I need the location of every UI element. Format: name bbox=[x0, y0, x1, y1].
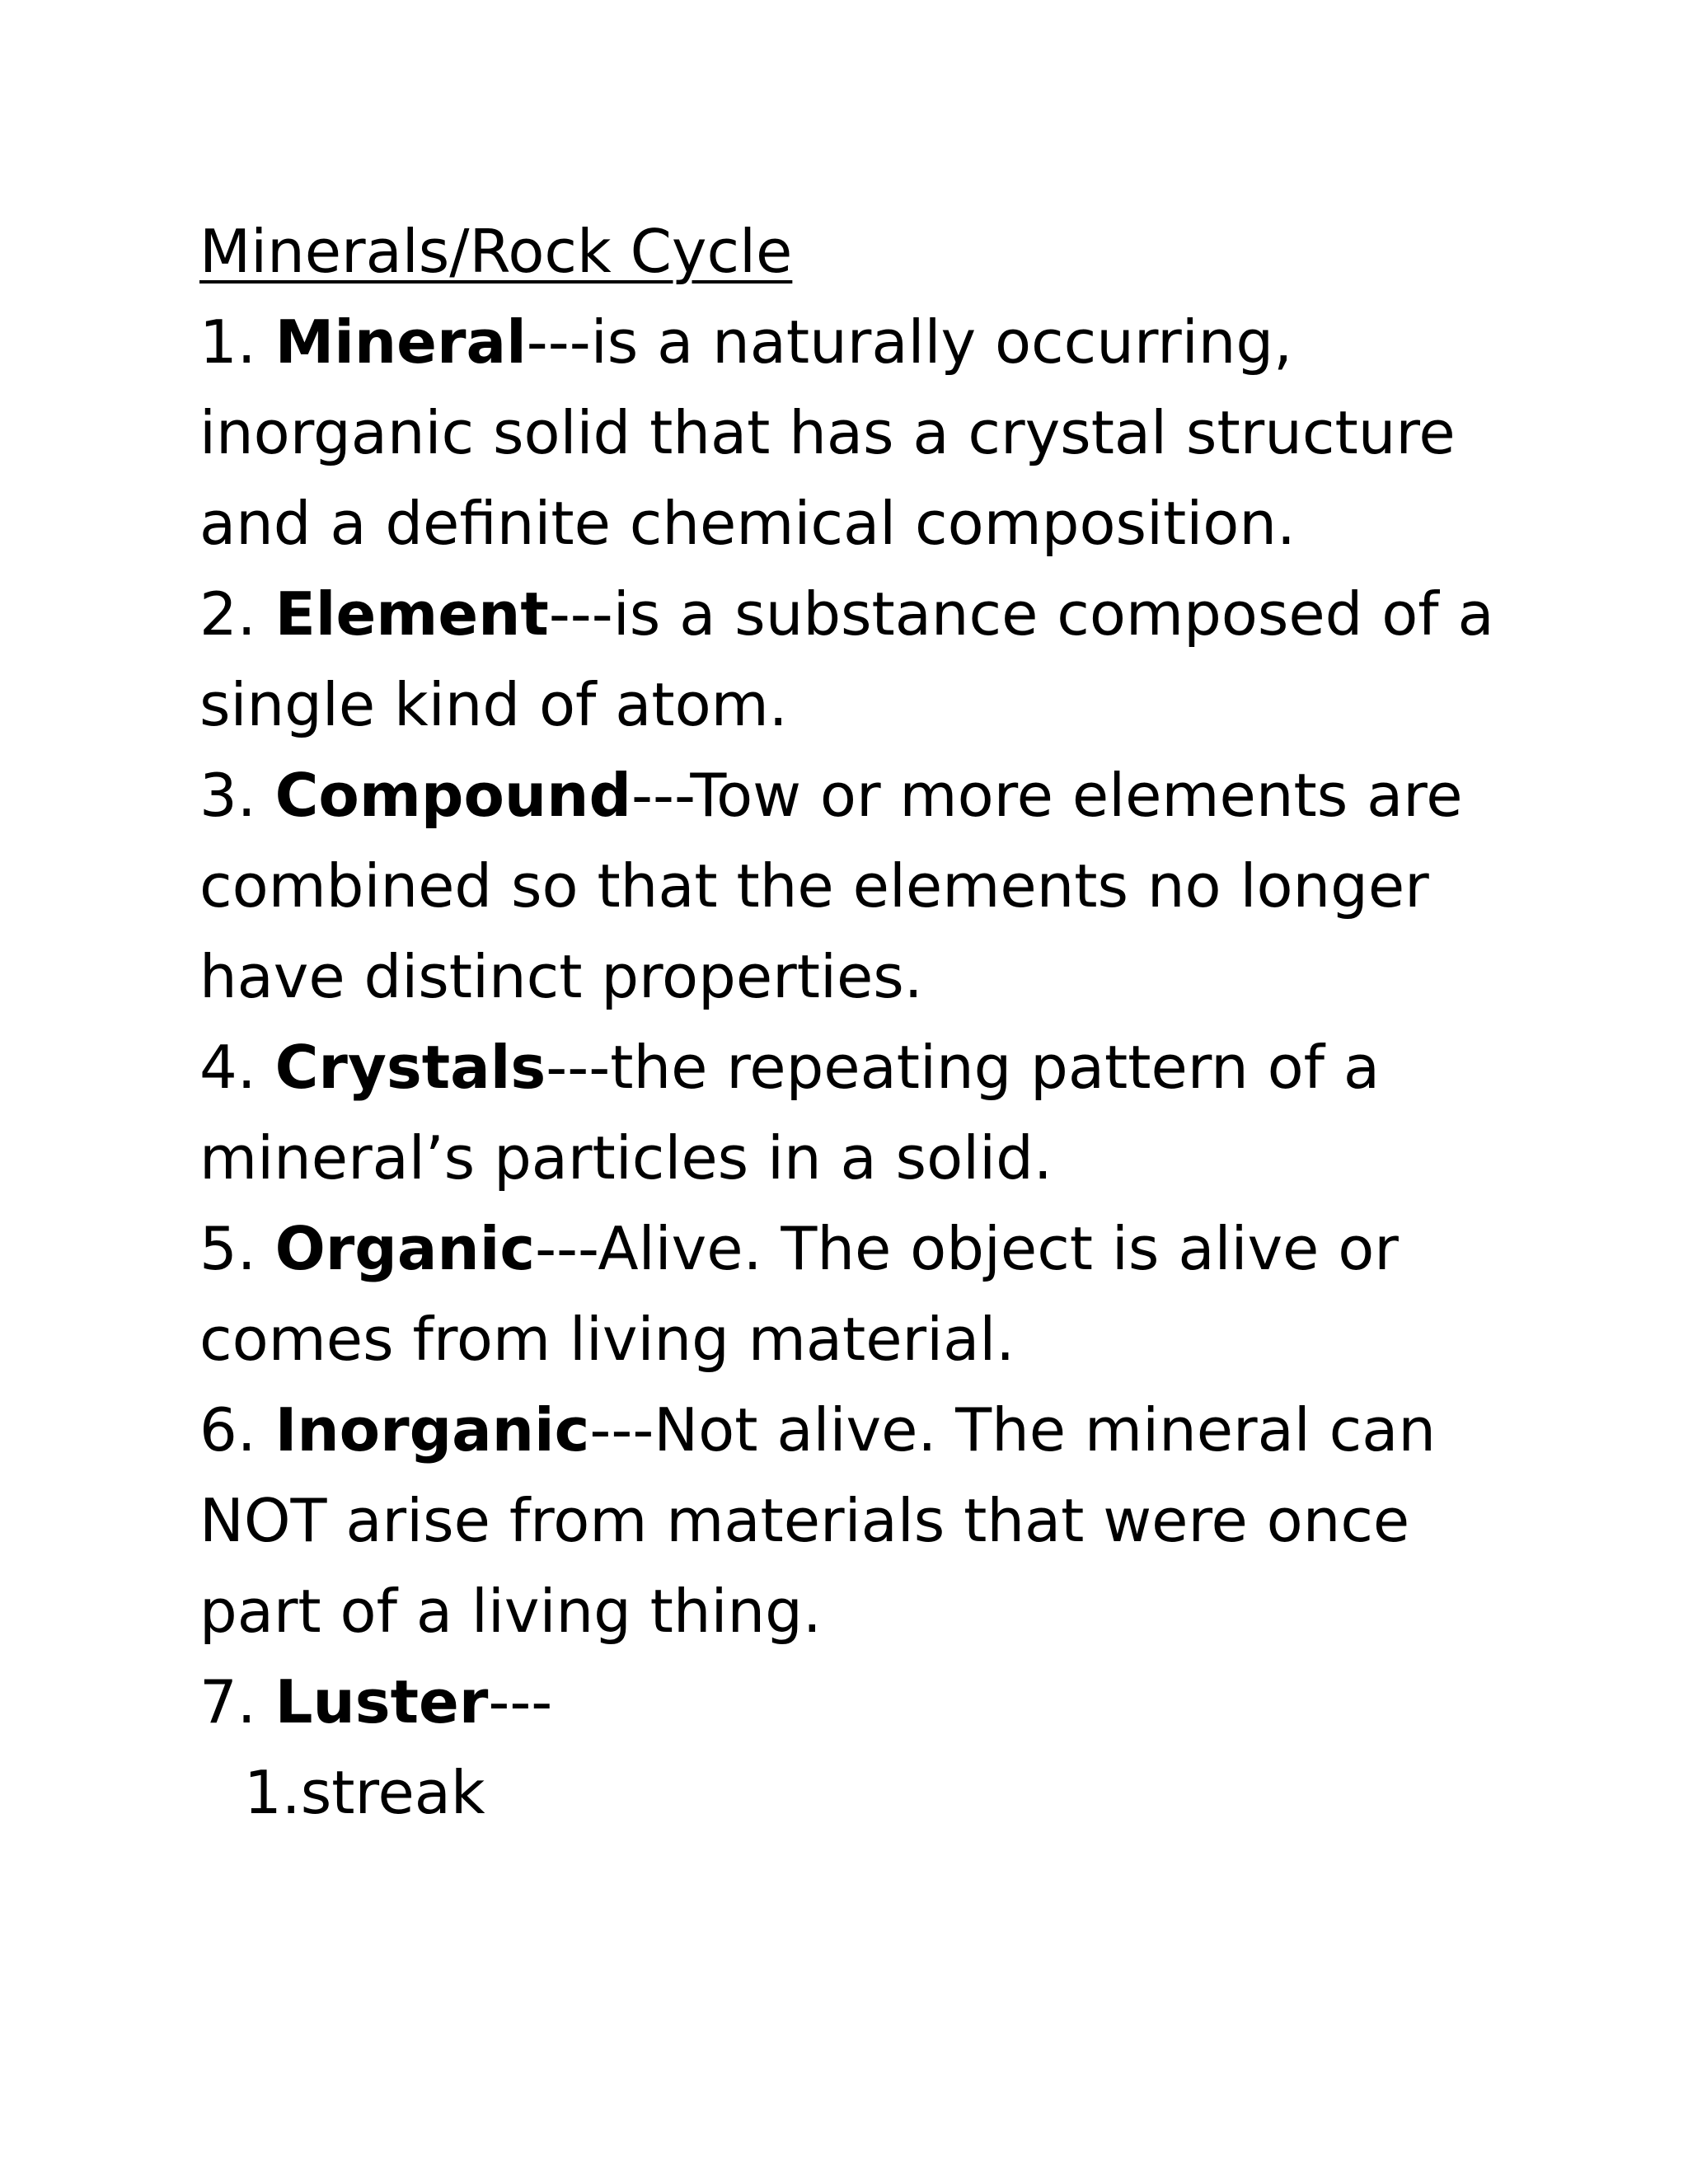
definition-entry-luster bbox=[199, 1657, 1535, 1747]
definition-entry-element bbox=[199, 569, 1535, 750]
document-body bbox=[199, 206, 1535, 1838]
entry-term: Organic bbox=[274, 1214, 536, 1283]
entry-definition: --- bbox=[488, 1667, 553, 1736]
entry-definition: ---is a naturally occurring, inorganic solid that has a crystal structure and a definite chemical composition. bbox=[199, 307, 1456, 558]
entry-definition: ---the repeating pattern of a mineral’s particles in a solid. bbox=[199, 1033, 1381, 1193]
entry-number: 6. bbox=[199, 1395, 256, 1465]
entry-term: Luster bbox=[274, 1667, 489, 1736]
sub-entry-text: streak bbox=[300, 1758, 485, 1827]
entry-term: Compound bbox=[274, 761, 631, 830]
entry-number: 5. bbox=[199, 1214, 256, 1283]
definition-entry-mineral bbox=[199, 297, 1535, 569]
definition-entry-compound bbox=[199, 750, 1535, 1022]
entry-term: Mineral bbox=[274, 307, 527, 377]
entry-definition: ---Tow or more elements are combined so that the elements no longer have distinct properties. bbox=[199, 761, 1463, 1011]
entry-term: Element bbox=[274, 579, 549, 649]
page-title: Minerals/Rock Cycle bbox=[199, 217, 793, 286]
entry-term: Crystals bbox=[274, 1033, 546, 1102]
definition-entry-crystals bbox=[199, 1022, 1535, 1203]
sub-entry-number: 1. bbox=[244, 1758, 301, 1827]
entry-definition: ---is a substance composed of a single kind of atom. bbox=[199, 579, 1494, 739]
sub-entry-streak bbox=[199, 1747, 1535, 1838]
entry-definition: ---Alive. The object is alive or comes from living material. bbox=[199, 1214, 1399, 1374]
entry-definition: ---Not alive. The mineral can NOT arise from materials that were once part of a living thing. bbox=[199, 1395, 1436, 1646]
entry-number: 1. bbox=[199, 307, 256, 377]
entry-number: 4. bbox=[199, 1033, 256, 1102]
definition-entry-organic bbox=[199, 1203, 1535, 1385]
definition-entry-inorganic bbox=[199, 1385, 1535, 1657]
entry-number: 3. bbox=[199, 761, 256, 830]
entry-number: 2. bbox=[199, 579, 256, 649]
entry-term: Inorganic bbox=[274, 1395, 590, 1465]
entry-number: 7. bbox=[199, 1667, 256, 1736]
